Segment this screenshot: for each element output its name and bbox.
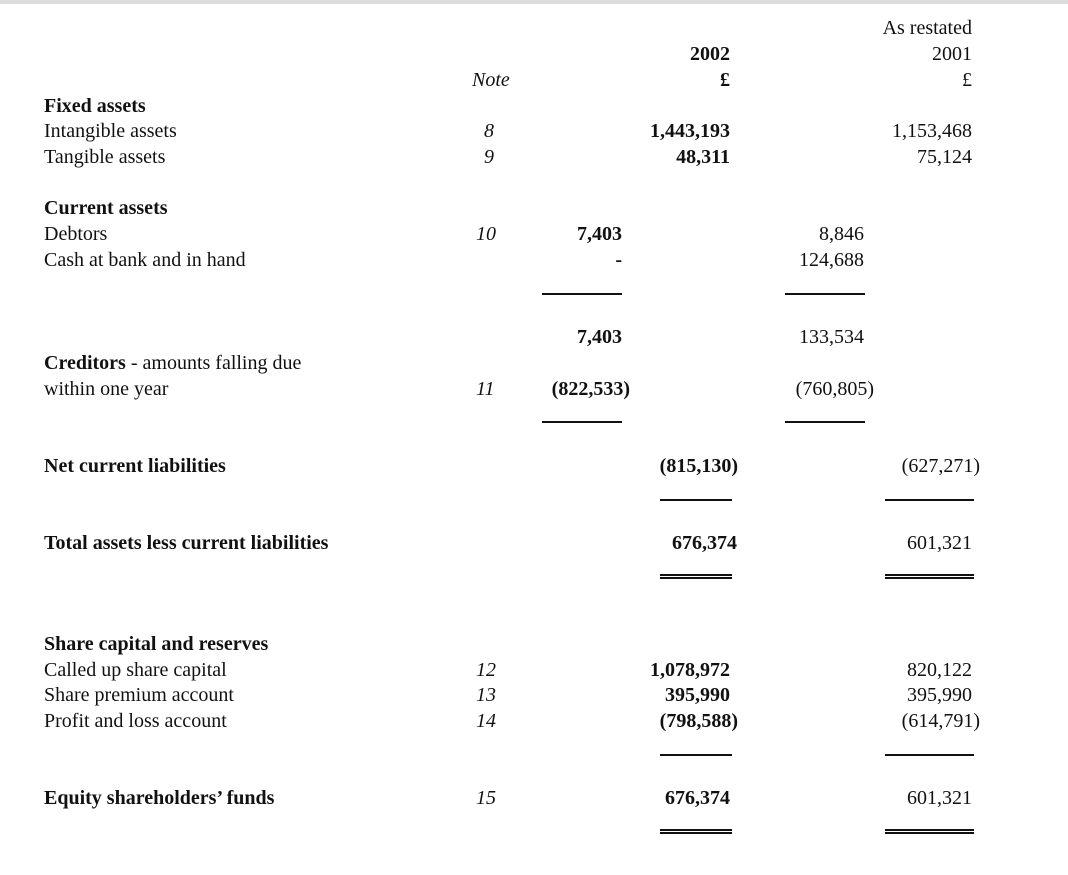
creditors-title bbox=[44, 351, 301, 375]
row-label: Intangible assets bbox=[44, 120, 177, 142]
row-value-2002: 395,990 bbox=[665, 684, 730, 706]
row-label: Share premium account bbox=[44, 684, 234, 706]
total-assets-less-cl-2002: 676,374 bbox=[672, 532, 737, 554]
row-value-2002: (798,588) bbox=[659, 710, 738, 732]
creditors-rule-2001 bbox=[785, 421, 865, 423]
current-assets-subtotal-2002: 7,403 bbox=[577, 326, 622, 348]
top-border bbox=[0, 0, 1068, 4]
row-value-2002: 48,311 bbox=[676, 146, 730, 168]
equity-double-rule-2002 bbox=[660, 829, 732, 834]
creditors-title-line2: within one year bbox=[44, 378, 169, 400]
creditors-rule-2002 bbox=[542, 421, 622, 423]
header-year-2001: 2001 bbox=[932, 43, 972, 65]
header-as-restated: As restated bbox=[882, 17, 972, 39]
row-label: Called up share capital bbox=[44, 659, 227, 681]
header-currency-2001: £ bbox=[962, 69, 972, 91]
row-value-2001: 75,124 bbox=[917, 146, 972, 168]
total-assets-less-cl-2001: 601,321 bbox=[907, 532, 972, 554]
row-value-2001: 8,846 bbox=[819, 223, 864, 245]
tal-double-rule-2001 bbox=[885, 574, 974, 579]
creditors-title-bold: Creditors bbox=[44, 352, 126, 374]
row-value-2001: 395,990 bbox=[907, 684, 972, 706]
current-assets-subtotal-2001: 133,534 bbox=[799, 326, 864, 348]
row-note: 14 bbox=[476, 710, 496, 732]
row-value-2001: 124,688 bbox=[799, 249, 864, 271]
total-assets-less-cl-label: Total assets less current liabilities bbox=[44, 532, 329, 554]
net-current-liabilities-label: Net current liabilities bbox=[44, 455, 226, 477]
header-year-2002: 2002 bbox=[690, 43, 730, 65]
section-share-capital: Share capital and reserves bbox=[44, 633, 269, 655]
equity-value-2001: 601,321 bbox=[907, 787, 972, 809]
net-current-liabilities-2002: (815,130) bbox=[659, 455, 738, 477]
row-note: 10 bbox=[476, 223, 496, 245]
tal-double-rule-2002 bbox=[660, 574, 732, 579]
reserves-rule-2001 bbox=[885, 754, 974, 756]
row-value-2002: 1,078,972 bbox=[650, 659, 730, 681]
header-note: Note bbox=[472, 69, 510, 91]
subtotal-rule-2002 bbox=[542, 293, 622, 295]
row-note: 8 bbox=[484, 120, 494, 142]
row-value-2001: 820,122 bbox=[907, 659, 972, 681]
row-value-2002: 1,443,193 bbox=[650, 120, 730, 142]
section-fixed-assets: Fixed assets bbox=[44, 95, 146, 117]
row-label: Cash at bank and in hand bbox=[44, 249, 246, 271]
row-value-2002: 7,403 bbox=[577, 223, 622, 245]
row-label: Profit and loss account bbox=[44, 710, 227, 732]
row-note: 15 bbox=[476, 787, 496, 809]
equity-double-rule-2001 bbox=[885, 829, 974, 834]
creditors-value-2001: (760,805) bbox=[795, 378, 874, 400]
section-current-assets: Current assets bbox=[44, 197, 168, 219]
equity-value-2002: 676,374 bbox=[665, 787, 730, 809]
creditors-title-rest: - amounts falling due bbox=[125, 352, 302, 374]
net-current-liabilities-2001: (627,271) bbox=[901, 455, 980, 477]
row-value-2001: (614,791) bbox=[901, 710, 980, 732]
creditors-value-2002: (822,533) bbox=[551, 378, 630, 400]
row-note: 11 bbox=[476, 378, 495, 400]
row-label: Debtors bbox=[44, 223, 108, 245]
row-note: 13 bbox=[476, 684, 496, 706]
row-value-2001: 1,153,468 bbox=[892, 120, 972, 142]
header-currency-2002: £ bbox=[720, 69, 730, 91]
equity-label: Equity shareholders’ funds bbox=[44, 787, 275, 809]
ncl-rule-2002 bbox=[660, 499, 732, 501]
subtotal-rule-2001 bbox=[785, 293, 865, 295]
row-note: 9 bbox=[484, 146, 494, 168]
row-label: Tangible assets bbox=[44, 146, 166, 168]
ncl-rule-2001 bbox=[885, 499, 974, 501]
row-value-2002: - bbox=[615, 249, 622, 271]
row-note: 12 bbox=[476, 659, 496, 681]
reserves-rule-2002 bbox=[660, 754, 732, 756]
